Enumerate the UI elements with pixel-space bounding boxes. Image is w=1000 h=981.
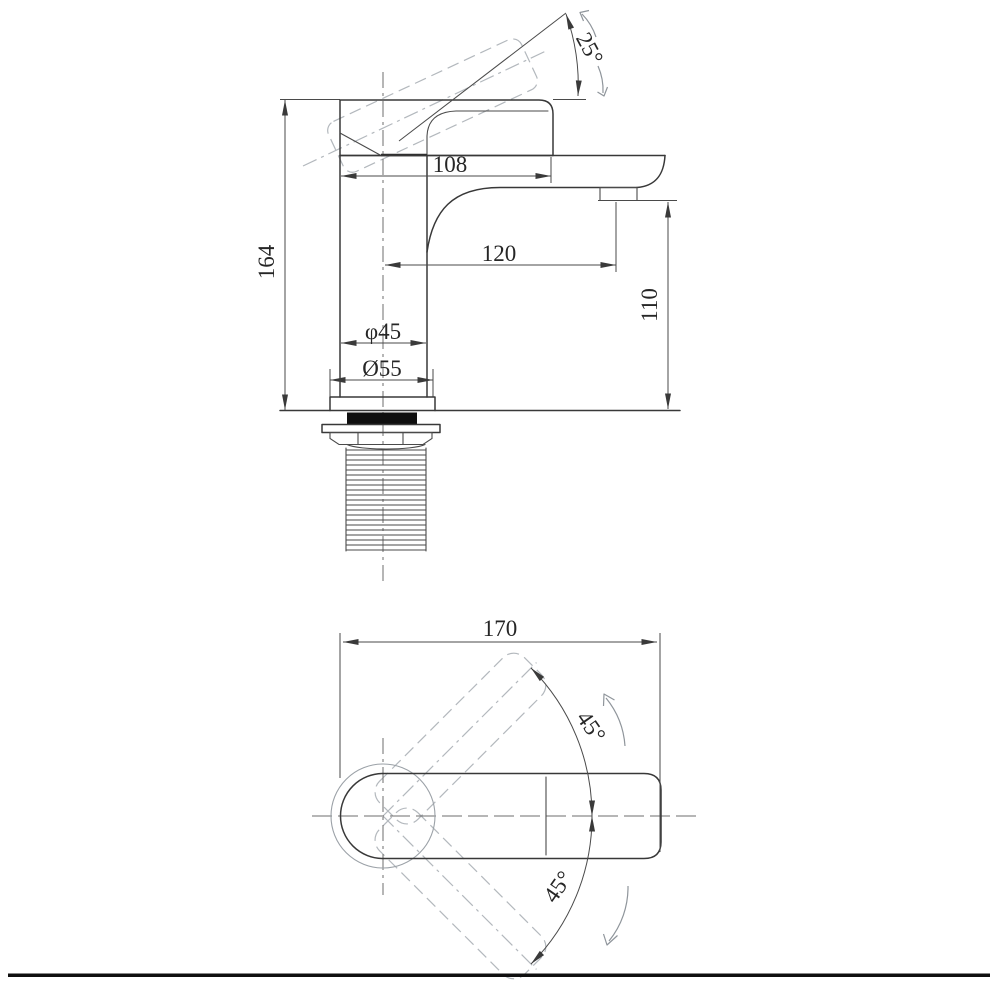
dim-swing-up-label: 45° [571,706,611,748]
threads [346,450,426,550]
top-view [312,616,702,981]
bottom-border-rule [8,974,990,978]
dim-spout-height-label: 110 [637,288,662,322]
dim-handle-angle-label: 25° [571,28,609,69]
handle-swing-outlines [369,647,552,981]
front-dimensions [254,11,668,411]
dim-body-diameter-label: φ45 [364,319,402,344]
dim-swing-down-label: 45° [538,866,578,908]
top-dimensions [340,616,660,964]
mounting-nut [330,433,432,445]
dim-body-length-label: 108 [432,152,468,177]
front-view [254,11,680,584]
dim-total-height-label: 164 [254,244,279,280]
rubber-gasket [347,413,417,425]
aerator [600,188,637,201]
dim-spout-reach-label: 120 [481,241,517,266]
swing-arrow-up-icon [604,694,626,746]
handle-closed [340,100,553,156]
rotation-arrow-down-icon [598,66,608,96]
dim-base-diameter-label: Ø55 [362,356,402,381]
washer-plate [322,425,440,433]
swing-arrow-down-icon [604,886,629,945]
dim-overall-length-label: 170 [482,616,518,641]
arc-25deg [566,14,578,96]
arc-45-up [531,668,592,816]
mounting-hardware [322,413,440,552]
angle-ref-line [399,13,566,141]
